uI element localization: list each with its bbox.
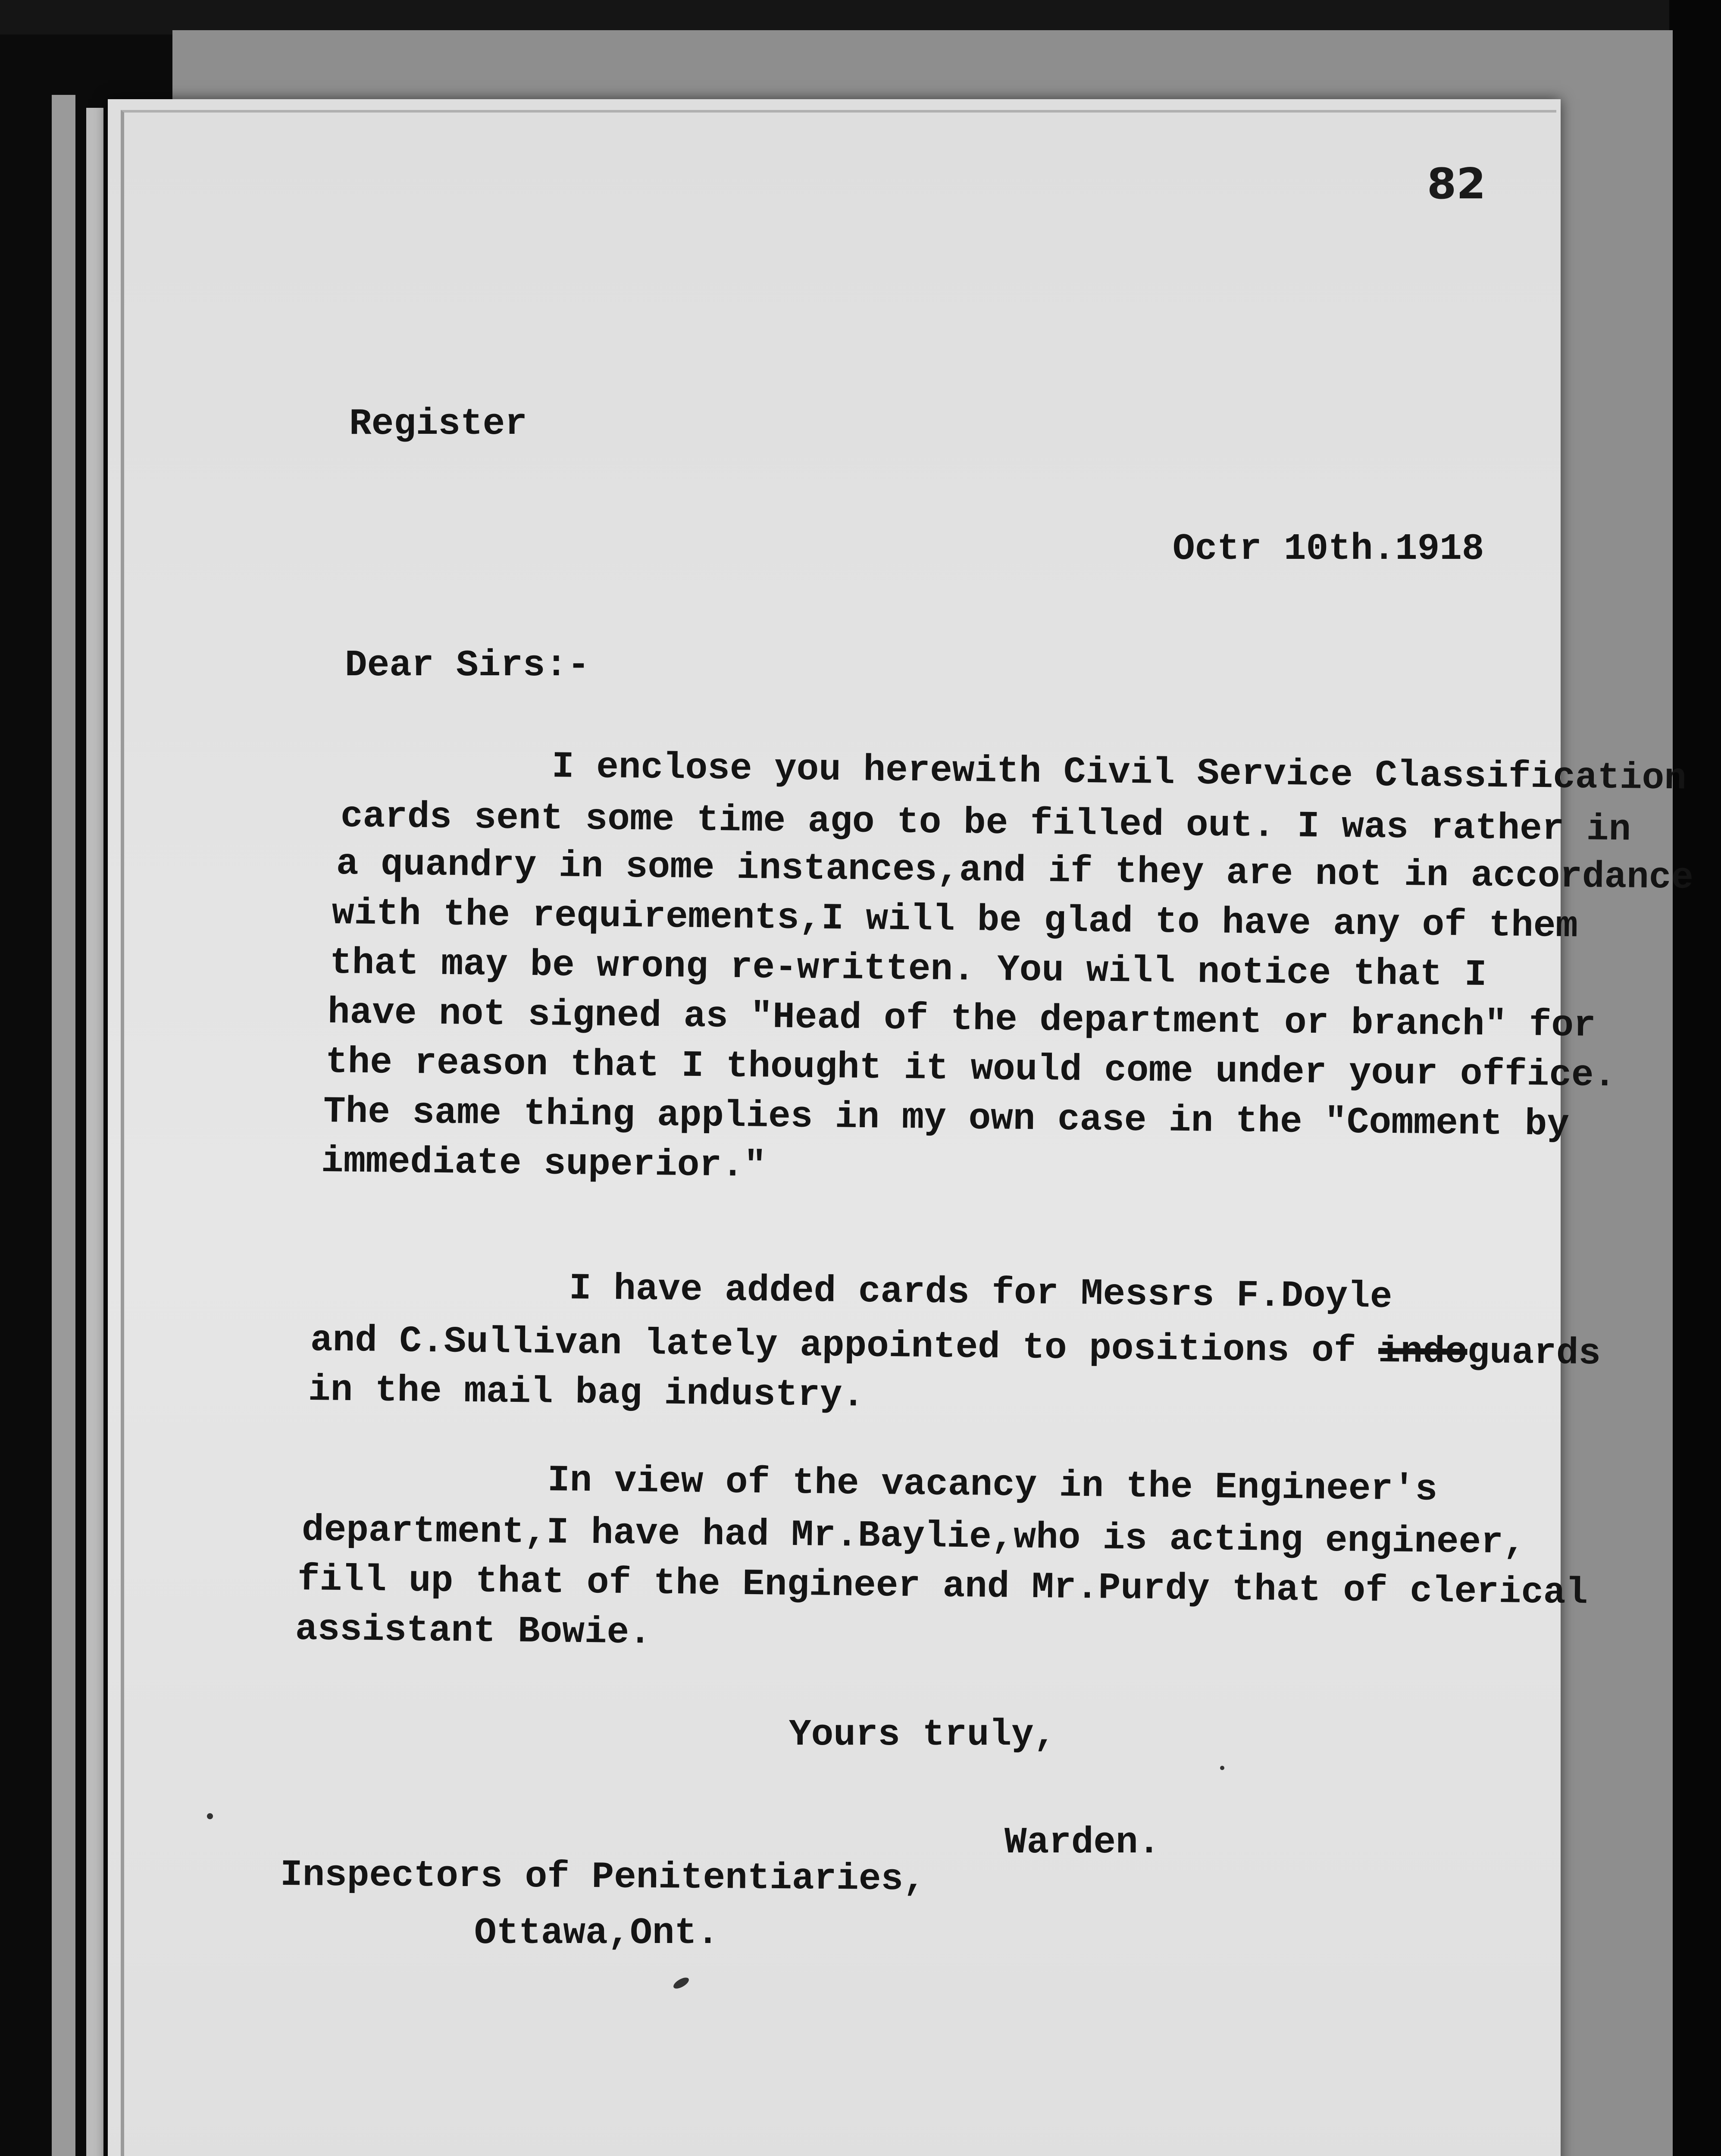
paragraph-1-line-6: have not signed as "Head of the department or branch" for bbox=[327, 991, 1596, 1047]
scan-speck bbox=[1220, 1766, 1224, 1770]
letter-date: Octr 10th.1918 bbox=[1173, 528, 1484, 570]
paragraph-2-line-1: I have added cards for Messrs F.Doyle bbox=[569, 1267, 1392, 1318]
paragraph-1-line-2: cards sent some time ago to be filled out. I was rather in bbox=[340, 795, 1631, 851]
paragraph-3-line-1: In view of the vacancy in the Engineer's bbox=[547, 1459, 1438, 1511]
paragraph-1-line-4: with the requirements,I will be glad to have any of them bbox=[332, 892, 1578, 948]
salutation: Dear Sirs:- bbox=[345, 644, 590, 686]
paragraph-1-line-1: I enclose you herewith Civil Service Classification bbox=[551, 746, 1687, 800]
paragraph-1-line-8: The same thing applies in my own case in the "Comment by bbox=[323, 1091, 1570, 1146]
paragraph-3-line-3: fill up that of the Engineer and Mr.Purdy that of clerical bbox=[297, 1558, 1588, 1614]
binding-strip bbox=[52, 95, 75, 2156]
struck-through-word: indo bbox=[1378, 1330, 1468, 1374]
paragraph-2-line-2-end: guards bbox=[1467, 1331, 1601, 1375]
heading-register: Register bbox=[349, 403, 527, 445]
paragraph-1-line-3: a quandry in some instances,and if they are not in accordance bbox=[336, 843, 1694, 899]
signature-title: Warden. bbox=[1004, 1821, 1161, 1864]
paragraph-3-line-2: department,I have had Mr.Baylie,who is acting engineer, bbox=[301, 1509, 1526, 1564]
paragraph-2-line-3: in the mail bag industry. bbox=[308, 1369, 865, 1417]
addressee-line-1: Inspectors of Penitentiaries, bbox=[280, 1854, 926, 1901]
scan-speck bbox=[207, 1813, 213, 1819]
page-number: 82 bbox=[1427, 160, 1486, 209]
addressee-line-2: Ottawa,Ont. bbox=[474, 1912, 719, 1954]
paragraph-3-line-4: assistant Bowie. bbox=[295, 1608, 652, 1654]
closing: Yours truly, bbox=[789, 1714, 1056, 1756]
paragraph-1-line-9: immediate superior." bbox=[321, 1140, 767, 1187]
paragraph-1-line-7: the reason that I thought it would come under your office. bbox=[325, 1041, 1616, 1097]
film-edge-top bbox=[0, 0, 1721, 34]
paragraph-1-line-5: that may be wrong re-written. You will notice that I bbox=[329, 942, 1487, 997]
film-edge-right bbox=[1669, 0, 1721, 2156]
binding-strip-inner bbox=[86, 108, 103, 2156]
paragraph-2-line-2-text: and C.Sullivan lately appointed to positions of bbox=[310, 1319, 1379, 1373]
